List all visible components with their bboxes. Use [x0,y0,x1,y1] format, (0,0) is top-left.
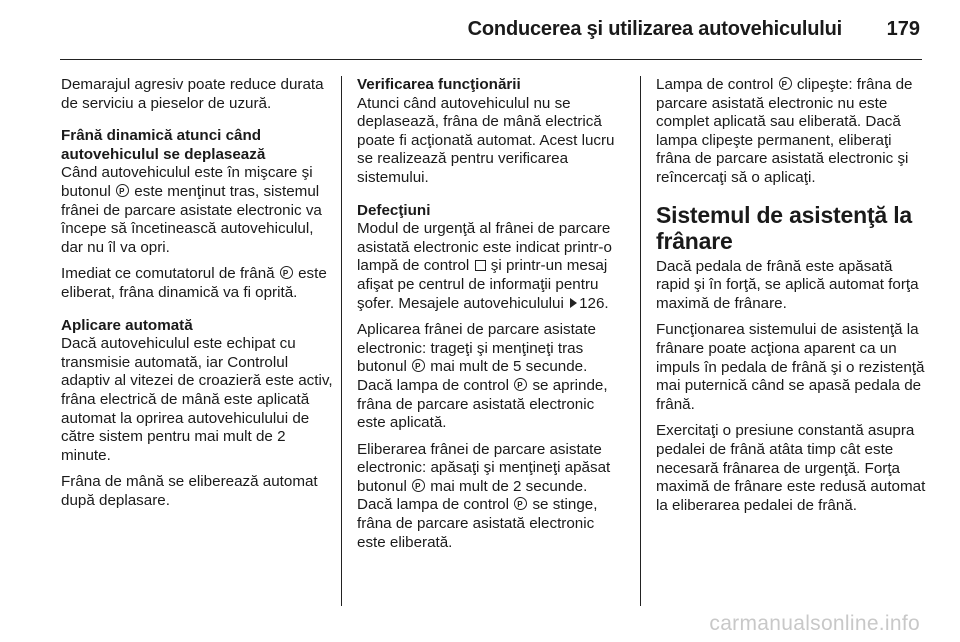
parking-brake-icon [514,378,527,391]
paragraph: Când autovehiculul este în mişcare şi butonul P este menţinut tras, sistemul frânei de parcare asistate electronic va începe să încetinească autovehiculul, dar nu îl va opri. [61,164,337,257]
page-title: Conducerea şi utilizarea autovehiculului [467,18,842,40]
page-reference-icon [570,298,577,308]
paragraph: Demarajul agresiv poate reduce durata de serviciu a pieselor de uzură. [61,76,324,112]
section-heading: Defecţiuni [357,201,431,219]
paragraph: Aplicarea frânei de parcare asistate electronic: trageţi şi menţineţi tras butonul P mai mult de 5 secunde. Dacă lampa de control P se aprinde, frâna de parcare asistată electronic este aplicată. [357,321,625,433]
page-header [0,0,960,60]
parking-brake-icon [116,184,129,197]
header-divider [60,59,922,60]
paragraph: Eliberarea frânei de parcare asistate electronic: apăsaţi şi menţineţi apăsat butonul P mai mult de 2 secunde. Dacă lampa de control P se stinge, frâna de parcare asistată electronic este eliberată. [357,441,625,553]
parking-brake-icon [412,359,425,372]
paragraph: Exercitaţi o presiune constantă asupra pedalei de frână atâta timp cât este necesară frânarea de urgenţă. Forţa maximă de frânare este redusă automat la eliberarea pedalei de frână. [656,422,926,514]
paragraph: Imediat ce comutatorul de frână P este eliberat, frâna dinamică va fi oprită. [61,265,337,302]
column-left [61,76,337,518]
parking-brake-icon [779,77,792,90]
message-lamp-icon [475,260,486,271]
section-title: Sistemul de asistenţă la frânare [656,201,912,254]
paragraph: Dacă pedala de frână este apăsată rapid şi în forţă, se aplică automat forţa maximă de frânare. [656,257,919,312]
watermark: carmanualsonline.info [709,612,920,635]
parking-brake-icon [280,266,293,279]
column-middle [357,76,625,560]
parking-brake-icon [514,497,527,510]
section-heading: Verificarea funcţionării [357,76,521,93]
paragraph: Lampa de control P clipeşte: frâna de parcare asistată electronic nu este complet aplicată sau eliberată. Dacă lampa clipeşte permanent, eliberaţi frâna de parcare asistată electronic şi reîncercaţi să o aplicaţi. [656,76,926,188]
paragraph: Frâna de mână se eliberează automat după deplasare. [61,473,318,509]
paragraph: Funcţionarea sistemului de asistenţă la frânare poate acţiona aparent ca un impuls în pedala de frână şi o rezistenţă mai puternică când se apasă pedala de frână. [656,321,925,413]
page-number: 179 [886,18,920,40]
column-divider-1 [341,76,342,606]
column-right [656,76,926,523]
paragraph: Dacă autovehiculul este echipat cu transmisie automată, iar Controlul adaptiv al vitezei de croazieră este activ, frâna electrică de mână este aplicată automat la oprirea autovehiculului de către sistem pentru mai mult de 2 minute. [61,335,333,464]
column-divider-2 [640,76,641,606]
section-heading: Frână dinamică atunci când autovehiculul se deplasează [61,127,266,163]
parking-brake-icon [412,479,425,492]
paragraph: Atunci când autovehiculul nu se deplasează, frâna de mână electrică poate fi acţionată automat. Acest lucru se realizează pentru verificarea sistemului. [357,94,615,186]
section-heading: Aplicare automată [61,316,193,334]
paragraph: Modul de urgenţă al frânei de parcare asistată electronic este indicat printr-o lampă de control şi printr-un mesaj afişat pe centrul de informaţii pentru şofer. Mesajele autovehiculului 126. [357,220,612,312]
